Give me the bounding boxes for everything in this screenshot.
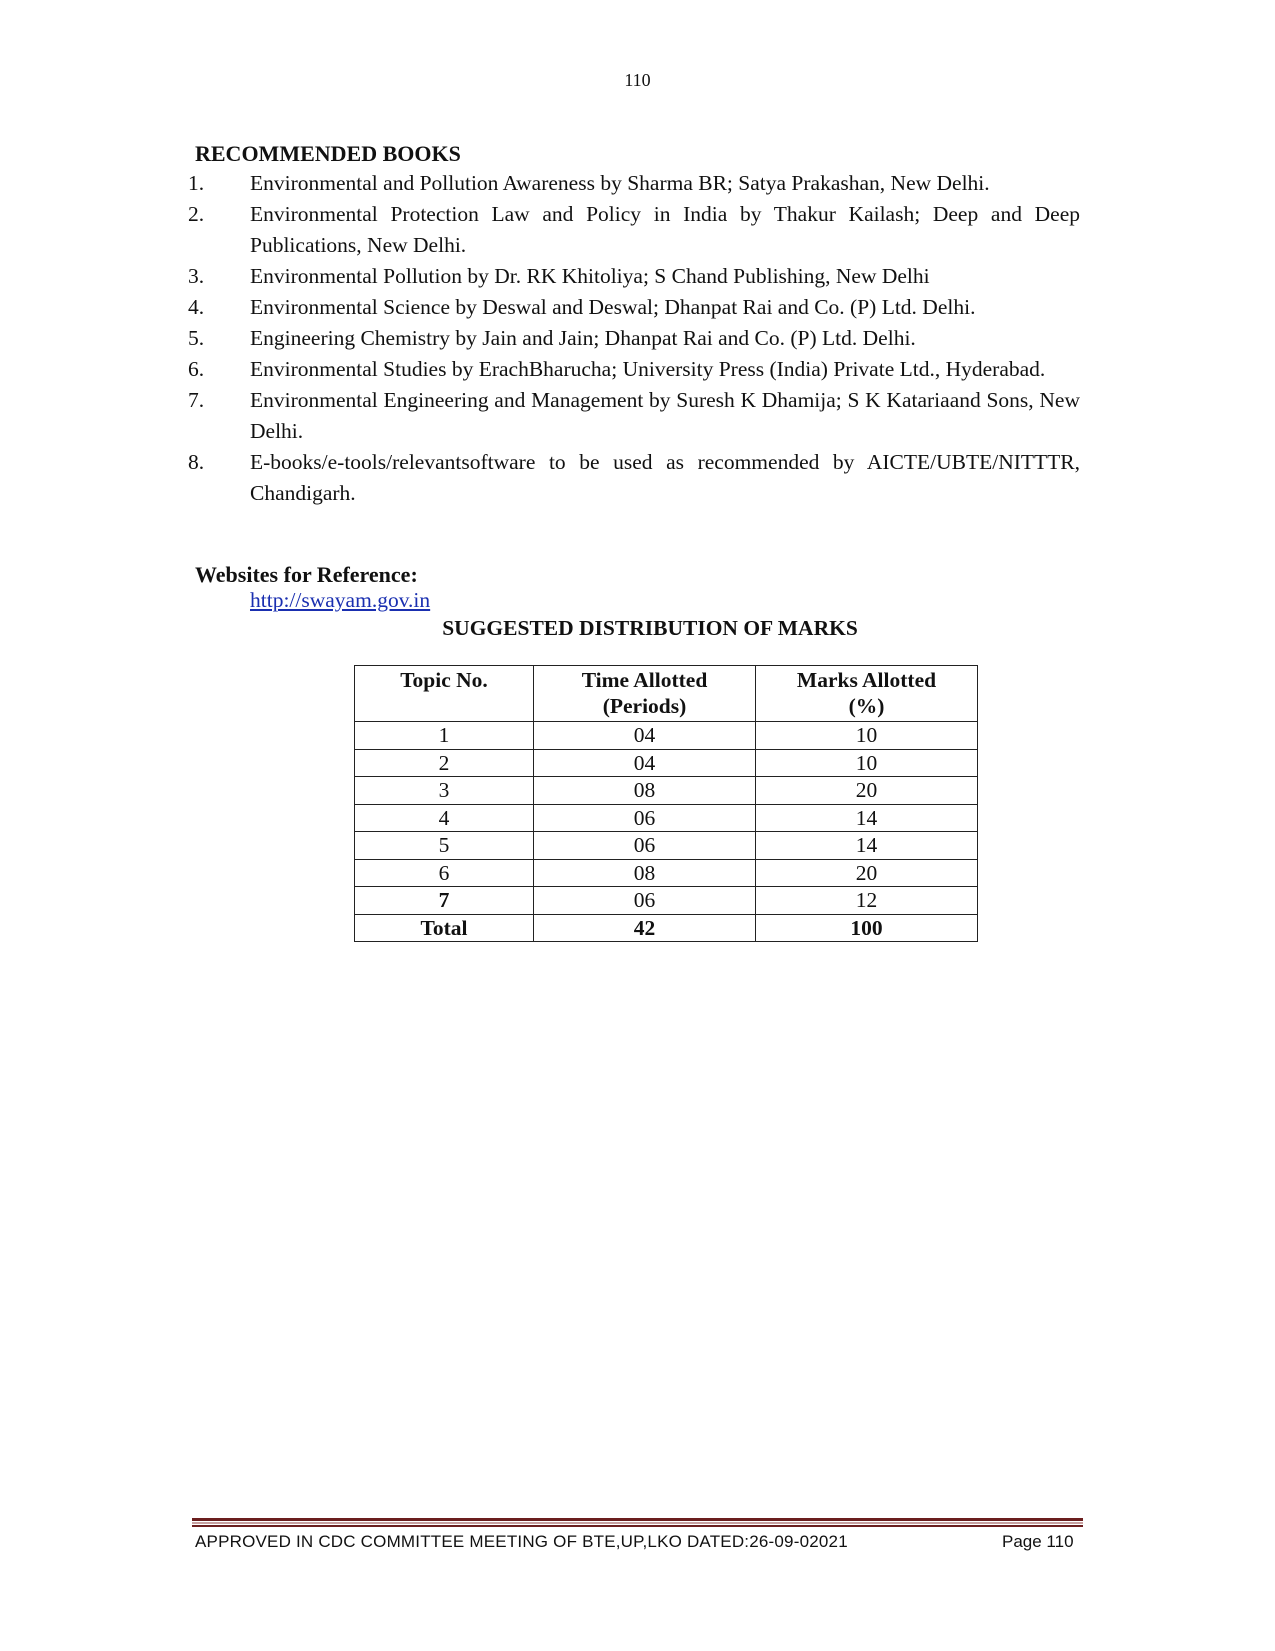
table-cell: 6: [355, 859, 534, 887]
table-total-row: [355, 914, 978, 942]
table-cell: 10: [756, 749, 978, 777]
table-cell: 06: [534, 832, 756, 860]
column-header-marks: Marks Allotted (%): [756, 666, 978, 722]
table-cell: 20: [756, 859, 978, 887]
list-item-number: 2.: [188, 202, 205, 226]
list-item-number: 8.: [188, 450, 205, 474]
recommended-books-heading: RECOMMENDED BOOKS: [195, 141, 461, 166]
list-item-text: Environmental Pollution by Dr. RK Khitoliya; S Chand Publishing, New Delhi: [250, 264, 930, 288]
list-item: [188, 385, 1080, 447]
list-item: [188, 168, 1080, 199]
list-item-text: Environmental and Pollution Awareness by Sharma BR; Satya Prakashan, New Delhi.: [250, 171, 990, 195]
table-row: [355, 804, 978, 832]
list-item: [188, 447, 1080, 509]
footer-approval-text: APPROVED IN CDC COMMITTEE MEETING OF BTE,UP,LKO DATED:26-09-02021: [195, 1532, 848, 1551]
table-header-row: [355, 666, 978, 722]
website-link[interactable]: http://swayam.gov.in: [250, 588, 431, 612]
table-row: [355, 832, 978, 860]
websites-heading: Websites for Reference:: [195, 562, 418, 587]
list-item-text: Environmental Studies by ErachBharucha; University Press (India) Private Ltd., Hyderabad.: [250, 357, 1046, 381]
table-cell: 5: [355, 832, 534, 860]
column-header-topic: Topic No.: [355, 666, 534, 722]
footer-divider: [192, 1518, 1083, 1521]
list-item-number: 4.: [188, 295, 205, 319]
table-cell: 4: [355, 804, 534, 832]
table-row: [355, 887, 978, 915]
table-cell: 1: [355, 722, 534, 750]
table-cell: 04: [534, 749, 756, 777]
list-item-text: Environmental Engineering and Management by Suresh K Dhamija; S K Katariaand Sons, New Delhi.: [250, 388, 1080, 443]
table-cell: 2: [355, 749, 534, 777]
table-cell: 12: [756, 887, 978, 915]
list-item-number: 7.: [188, 388, 205, 412]
list-item: [188, 292, 1080, 323]
list-item: [188, 323, 1080, 354]
table-cell: 08: [534, 859, 756, 887]
table-cell: 7: [355, 887, 534, 915]
list-item-number: 1.: [188, 171, 205, 195]
table-cell: 06: [534, 804, 756, 832]
total-periods-cell: 42: [534, 914, 756, 942]
table-row: [355, 859, 978, 887]
column-header-time: Time Allotted (Periods): [534, 666, 756, 722]
list-item-number: 6.: [188, 357, 205, 381]
table-row: [355, 777, 978, 805]
list-item: [188, 261, 1080, 292]
footer-divider: [192, 1522, 1083, 1524]
list-item-number: 5.: [188, 326, 205, 350]
table-cell: 04: [534, 722, 756, 750]
list-item: [188, 354, 1080, 385]
table-cell: 10: [756, 722, 978, 750]
table-cell: 14: [756, 832, 978, 860]
table-cell: 08: [534, 777, 756, 805]
list-item-text: Environmental Protection Law and Policy in India by Thakur Kailash; Deep and Deep Publications, New Delhi.: [250, 202, 1080, 257]
list-item-text: E-books/e-tools/relevantsoftware to be used as recommended by AICTE/UBTE/NITTTR, Chandigarh.: [250, 450, 1080, 505]
page-number-top: 110: [624, 70, 651, 90]
recommended-books-list: [188, 168, 1080, 509]
list-item-number: 3.: [188, 264, 205, 288]
table-row: [355, 749, 978, 777]
marks-table-title: SUGGESTED DISTRIBUTION OF MARKS: [442, 616, 858, 640]
marks-distribution-table: [354, 665, 978, 942]
total-label-cell: Total: [355, 914, 534, 942]
table-cell: 06: [534, 887, 756, 915]
total-marks-cell: 100: [756, 914, 978, 942]
list-item: [188, 199, 1080, 261]
list-item-text: Engineering Chemistry by Jain and Jain; Dhanpat Rai and Co. (P) Ltd. Delhi.: [250, 326, 916, 350]
table-cell: 14: [756, 804, 978, 832]
table-row: [355, 722, 978, 750]
table-cell: 3: [355, 777, 534, 805]
table-cell: 20: [756, 777, 978, 805]
list-item-text: Environmental Science by Deswal and Deswal; Dhanpat Rai and Co. (P) Ltd. Delhi.: [250, 295, 976, 319]
footer-divider: [192, 1525, 1083, 1527]
footer-page-number: Page 110: [1002, 1532, 1074, 1551]
